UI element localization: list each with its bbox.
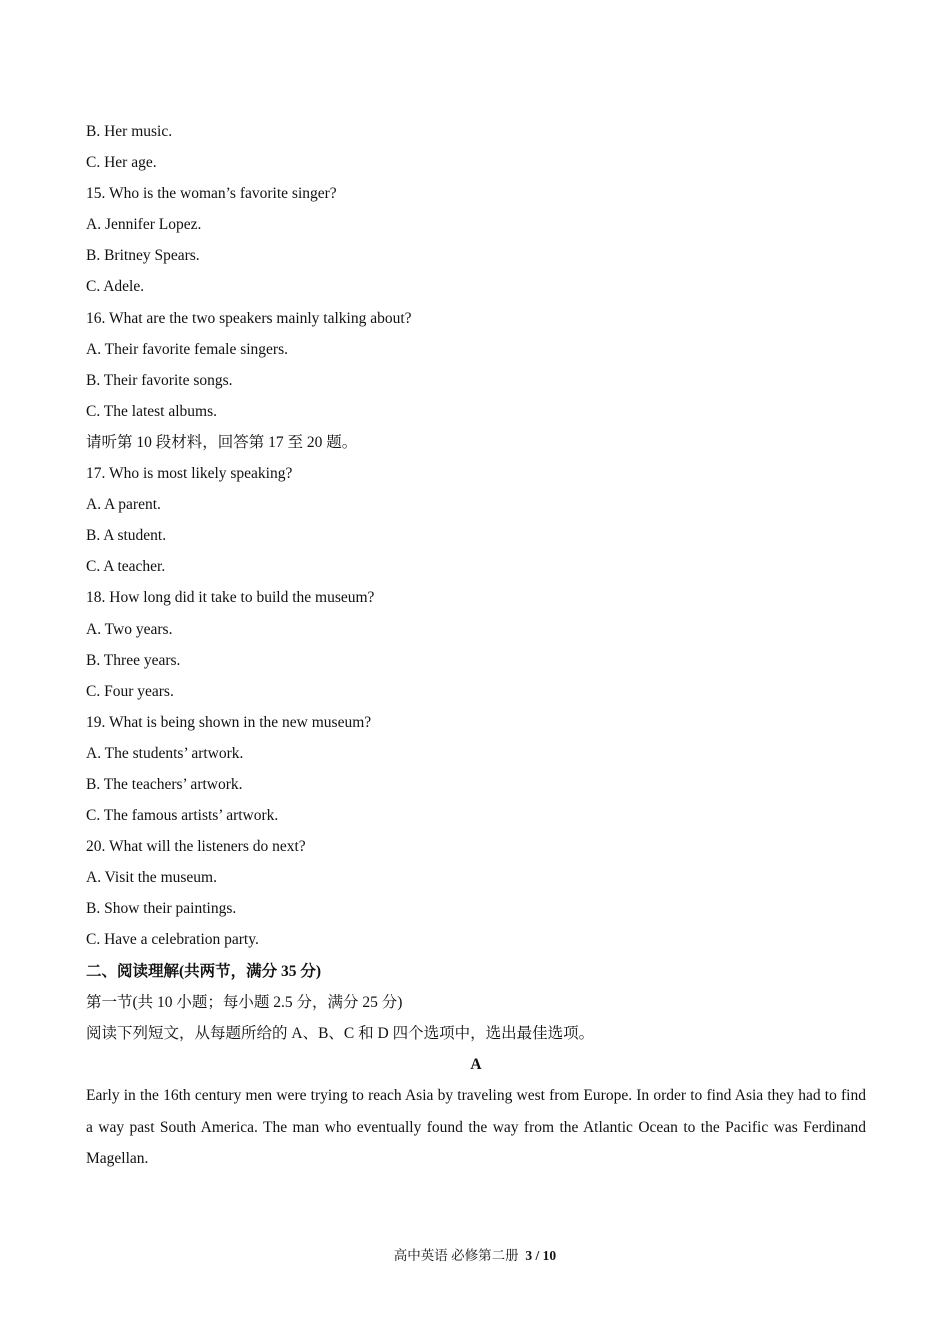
- passage-text: Early in the 16th century men were trying to reach Asia by traveling west from Europe. In order to find Asia they had to find a way past South America. The man who eventually found the way from the Atlantic Ocean to the Pacific was Ferdinand Magellan.: [86, 1086, 866, 1168]
- option-19a: A. The students’ artwork.: [86, 744, 244, 762]
- option-18b: B. Three years.: [86, 651, 181, 669]
- option-14b: B. Her music.: [86, 123, 173, 140]
- option-16c: C. The latest albums.: [86, 402, 218, 420]
- option-15a: A. Jennifer Lopez.: [86, 216, 202, 234]
- question-16: 16. What are the two speakers mainly talking about?: [86, 309, 412, 327]
- option-20c: C. Have a celebration party.: [86, 931, 259, 949]
- page-content: [86, 116, 866, 1175]
- option-19c: C. The famous artists’ artwork.: [86, 807, 279, 825]
- option-18a: A. Two years.: [86, 620, 173, 638]
- reading-instruction: 阅读下列短文，从每题所给的 A、B、C 和 D 四个选项中，选出最佳选项。: [86, 1024, 595, 1042]
- section-heading: 二、阅读理解(共两节，满分 35 分): [86, 962, 322, 980]
- option-17c: C. A teacher.: [86, 558, 166, 576]
- option-16b: B. Their favorite songs.: [86, 371, 233, 389]
- question-20: 20. What will the listeners do next?: [86, 838, 306, 856]
- option-16a: A. Their favorite female singers.: [86, 340, 288, 358]
- question-15: 15. Who is the woman’s favorite singer?: [86, 185, 337, 203]
- question-18: 18. How long did it take to build the museum?: [86, 589, 375, 607]
- listening-instruction: 请听第 10 段材料，回答第 17 至 20 题。: [86, 433, 358, 451]
- option-14c: C. Her age.: [86, 154, 157, 172]
- passage-label: A: [470, 1055, 482, 1073]
- option-17b: B. A student.: [86, 527, 167, 545]
- option-18c: C. Four years.: [86, 682, 174, 700]
- option-15b: B. Britney Spears.: [86, 247, 200, 265]
- page-number: 3 / 10: [525, 1248, 557, 1263]
- option-19b: B. The teachers’ artwork.: [86, 775, 243, 793]
- section-subheading: 第一节(共 10 小题；每小题 2.5 分，满分 25 分): [86, 993, 403, 1011]
- question-17: 17. Who is most likely speaking?: [86, 465, 293, 483]
- footer-title: 高中英语 必修第二册: [393, 1248, 519, 1263]
- option-20a: A. Visit the museum.: [86, 869, 217, 887]
- option-20b: B. Show their paintings.: [86, 900, 237, 918]
- option-17a: A. A parent.: [86, 496, 161, 514]
- page-footer: [0, 1246, 950, 1266]
- question-19: 19. What is being shown in the new museum?: [86, 713, 372, 731]
- option-15c: C. Adele.: [86, 278, 145, 296]
